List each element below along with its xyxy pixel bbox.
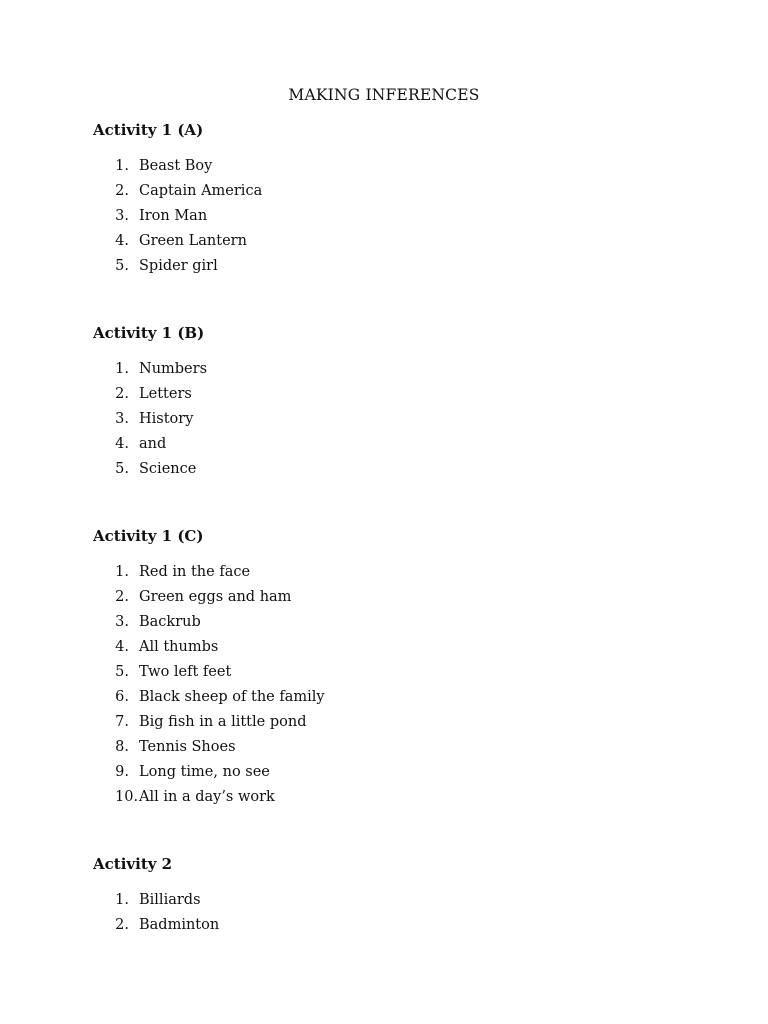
section-heading: Activity 2: [93, 855, 173, 873]
item-text: Big fish in a little pond: [139, 714, 307, 730]
section-activity-2: [93, 854, 693, 938]
item-text: Badminton: [139, 917, 220, 933]
item-number: 8.: [115, 739, 129, 755]
answer-list: [93, 357, 693, 482]
item-text: Green Lantern: [139, 233, 247, 249]
list-item: [93, 785, 693, 810]
item-text: Billiards: [139, 892, 201, 908]
item-text: Backrub: [139, 614, 201, 630]
list-item: [93, 357, 693, 382]
list-item: [93, 585, 693, 610]
list-item: [93, 685, 693, 710]
list-item: [93, 760, 693, 785]
list-item: [93, 204, 693, 229]
item-text: Long time, no see: [139, 764, 270, 780]
item-number: 5.: [115, 461, 129, 477]
item-text: All in a day’s work: [139, 789, 275, 805]
item-number: 2.: [115, 589, 129, 605]
item-number: 1.: [115, 892, 129, 908]
list-item: [93, 229, 693, 254]
list-item: [93, 407, 693, 432]
item-number: 1.: [115, 361, 129, 377]
item-text: Two left feet: [139, 664, 232, 680]
list-item: [93, 710, 693, 735]
section-heading: Activity 1 (C): [93, 527, 204, 545]
item-text: Letters: [139, 386, 192, 402]
item-number: 2.: [115, 917, 129, 933]
item-number: 1.: [115, 564, 129, 580]
item-number: 6.: [115, 689, 129, 705]
item-text: All thumbs: [139, 639, 219, 655]
item-number: 3.: [115, 614, 129, 630]
item-text: Numbers: [139, 361, 208, 377]
item-number: 10.: [115, 789, 139, 805]
item-text: Spider girl: [139, 258, 218, 274]
list-item: [93, 382, 693, 407]
item-number: 4.: [115, 436, 129, 452]
answer-list: [93, 560, 693, 810]
item-number: 5.: [115, 258, 129, 274]
page-title: MAKING INFERENCES: [288, 86, 480, 104]
list-item: [93, 660, 693, 685]
list-item: [93, 154, 693, 179]
list-item: [93, 635, 693, 660]
item-number: 7.: [115, 714, 129, 730]
item-number: 3.: [115, 208, 129, 224]
item-number: 3.: [115, 411, 129, 427]
item-text: and: [139, 436, 167, 452]
item-text: Beast Boy: [139, 158, 213, 174]
section-activity-1b: [93, 323, 693, 482]
list-item: [93, 913, 693, 938]
item-text: Green eggs and ham: [139, 589, 292, 605]
item-text: Red in the face: [139, 564, 251, 580]
section-heading: Activity 1 (B): [93, 324, 205, 342]
list-item: [93, 179, 693, 204]
list-item: [93, 254, 693, 279]
section-heading: Activity 1 (A): [93, 121, 204, 139]
list-item: [93, 735, 693, 760]
answer-list: [93, 888, 693, 938]
item-number: 2.: [115, 183, 129, 199]
item-text: History: [139, 411, 194, 427]
section-activity-1c: [93, 526, 693, 810]
list-item: [93, 457, 693, 482]
item-text: Tennis Shoes: [139, 739, 236, 755]
item-number: 5.: [115, 664, 129, 680]
item-number: 9.: [115, 764, 129, 780]
item-text: Captain America: [139, 183, 263, 199]
item-number: 1.: [115, 158, 129, 174]
item-text: Iron Man: [139, 208, 208, 224]
answer-list: [93, 154, 693, 279]
item-text: Science: [139, 461, 197, 477]
list-item: [93, 432, 693, 457]
section-activity-1a: [93, 120, 693, 279]
list-item: [93, 888, 693, 913]
list-item: [93, 610, 693, 635]
list-item: [93, 560, 693, 585]
item-number: 2.: [115, 386, 129, 402]
item-number: 4.: [115, 233, 129, 249]
item-number: 4.: [115, 639, 129, 655]
item-text: Black sheep of the family: [139, 689, 325, 705]
